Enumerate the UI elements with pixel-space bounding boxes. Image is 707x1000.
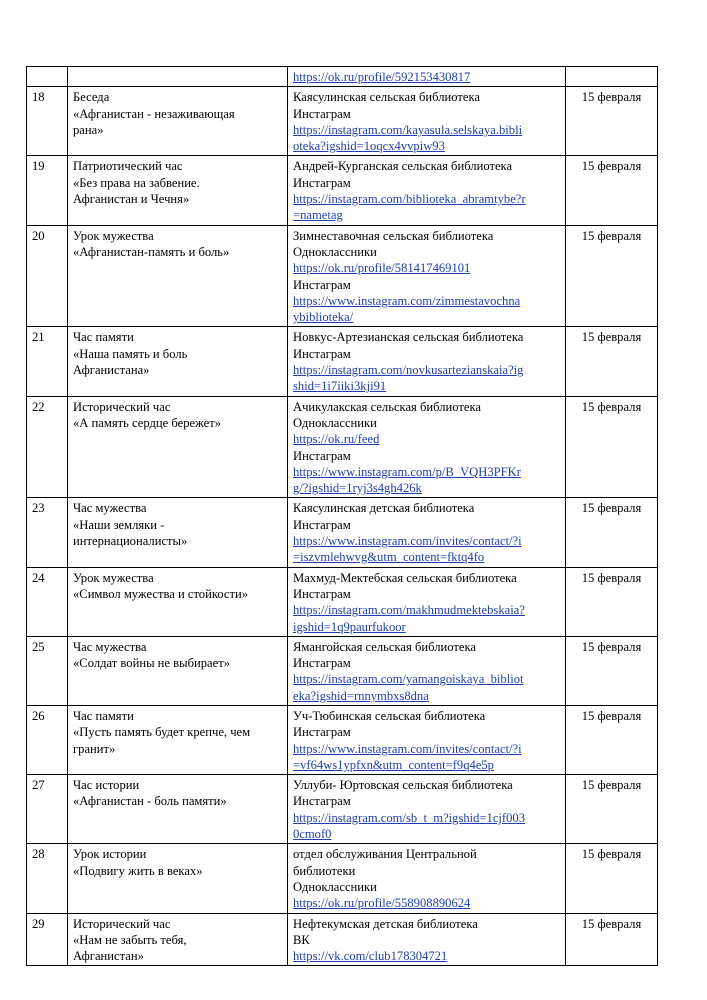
venue-link[interactable]: oteka?igshid=1oqcx4vvpiw93 — [293, 139, 445, 154]
venue-link[interactable]: https://vk.com/club178304721 — [293, 949, 448, 964]
event-date: 15 февраля — [566, 396, 658, 498]
events-table-body — [27, 67, 658, 966]
table-row — [27, 913, 658, 966]
venue-text: Ачикулакская сельская библиотека — [293, 399, 481, 414]
venue-text: Инстаграм — [293, 586, 351, 601]
event-date: 15 февраля — [566, 844, 658, 913]
venue-text: Инстаграм — [293, 517, 351, 532]
event-title-line: Урок мужества — [73, 570, 154, 585]
table-row — [27, 775, 658, 844]
venue-cell — [288, 67, 566, 87]
venue-cell — [288, 913, 566, 966]
venue-link[interactable]: https://www.instagram.com/p/B_VQH3PFKr — [293, 464, 521, 479]
venue-text: Инстаграм — [293, 448, 351, 463]
event-title-line: гранит» — [73, 741, 116, 756]
venue-text: библиотеки — [293, 863, 356, 878]
venue-link[interactable]: https://instagram.com/kayasula.selskaya.bibli — [293, 122, 523, 137]
venue-text: Зимнеставочная сельская библиотека — [293, 228, 494, 243]
row-number: 19 — [27, 156, 68, 225]
venue-link[interactable]: =nametag — [293, 208, 343, 223]
venue-text: Инстаграм — [293, 794, 351, 809]
venue-link[interactable]: g/?igshid=1ryj3s4gh426k — [293, 481, 422, 496]
venue-link[interactable]: eka?igshid=rnnymbxs8dna — [293, 688, 429, 703]
venue-text: Каясулинская детская библиотека — [293, 501, 475, 516]
venue-link[interactable]: https://instagram.com/novkusartezianskaia?ig — [293, 363, 524, 378]
venue-link[interactable]: 0cmof0 — [293, 827, 332, 842]
venue-text: Андрей-Курганская сельская библиотека — [293, 159, 513, 174]
event-date: 15 февраля — [566, 567, 658, 636]
event-title-line: «Солдат войны не выбирает» — [73, 656, 230, 671]
row-number: 26 — [27, 705, 68, 774]
table-row — [27, 844, 658, 913]
row-number: 28 — [27, 844, 68, 913]
event-title-line: Час памяти — [73, 708, 134, 723]
venue-cell — [288, 327, 566, 396]
venue-cell — [288, 498, 566, 567]
event-title-line: Патриотический час — [73, 159, 183, 174]
venue-link[interactable]: https://ok.ru/profile/581417469101 — [293, 261, 471, 276]
venue-text: Инстаграм — [293, 277, 351, 292]
event-title-line: «Нам не забыть тебя, — [73, 932, 187, 947]
table-row — [27, 67, 658, 87]
venue-link[interactable]: https://ok.ru/profile/592153430817 — [293, 70, 471, 84]
venue-cell — [288, 844, 566, 913]
event-title-line: «Пусть память будет крепче, чем — [73, 725, 251, 740]
event-title-line: Час мужества — [73, 501, 147, 516]
event-title-line: интернационалисты» — [73, 534, 188, 549]
venue-cell — [288, 636, 566, 705]
event-title-cell — [68, 396, 288, 498]
venue-link[interactable]: https://www.instagram.com/zimmestavochna — [293, 293, 521, 308]
venue-cell — [288, 396, 566, 498]
venue-text: отдел обслуживания Центральной — [293, 847, 477, 862]
row-number: 29 — [27, 913, 68, 966]
event-title-line: «Подвигу жить в веках» — [73, 863, 203, 878]
table-row — [27, 225, 658, 327]
row-number: 23 — [27, 498, 68, 567]
venue-link[interactable]: https://www.instagram.com/invites/contact/?i — [293, 741, 522, 756]
venue-link[interactable]: shid=1i7iiki3kji91 — [293, 379, 387, 394]
row-number — [27, 67, 68, 87]
event-title-line: Урок мужества — [73, 228, 154, 243]
table-row — [27, 567, 658, 636]
venue-text: Ямангойская сельская библиотека — [293, 639, 476, 654]
event-title-line: Час памяти — [73, 330, 134, 345]
event-title-cell — [68, 705, 288, 774]
row-number: 22 — [27, 396, 68, 498]
venue-cell — [288, 567, 566, 636]
event-title-line: Час мужества — [73, 639, 147, 654]
event-date: 15 февраля — [566, 705, 658, 774]
event-title-line: «Наши земляки - — [73, 517, 165, 532]
venue-link[interactable]: https://instagram.com/yamangoiskaya_bibliot — [293, 672, 524, 687]
event-date: 15 февраля — [566, 156, 658, 225]
venue-text: Инстаграм — [293, 346, 351, 361]
venue-text: Уллуби- Юртовская сельская библиотека — [293, 778, 513, 793]
event-date: 15 февраля — [566, 775, 658, 844]
venue-cell — [288, 156, 566, 225]
event-date: 15 февраля — [566, 636, 658, 705]
event-date: 15 февраля — [566, 913, 658, 966]
event-title-line: «Афганистан - незаживающая — [73, 106, 235, 121]
venue-text: Инстаграм — [293, 106, 351, 121]
row-number: 20 — [27, 225, 68, 327]
venue-link[interactable]: https://ok.ru/profile/558908890624 — [293, 896, 471, 911]
row-number: 21 — [27, 327, 68, 396]
event-title-line: Афганистан» — [73, 949, 144, 964]
table-row — [27, 705, 658, 774]
venue-text: Одноклассники — [293, 244, 377, 259]
event-title-line: рана» — [73, 122, 104, 137]
event-title-cell — [68, 225, 288, 327]
table-row — [27, 498, 658, 567]
event-date — [566, 67, 658, 87]
table-row — [27, 87, 658, 156]
event-title-line: «Наша память и боль — [73, 346, 188, 361]
venue-cell — [288, 775, 566, 844]
venue-text: Каясулинская сельская библиотека — [293, 90, 481, 105]
venue-text: Одноклассники — [293, 415, 377, 430]
venue-link[interactable]: =iszvmlehwvg&utm_content=fktq4fo — [293, 550, 485, 565]
event-date: 15 февраля — [566, 498, 658, 567]
event-title-line: Час истории — [73, 778, 140, 793]
venue-text: Инстаграм — [293, 175, 351, 190]
event-title-line: «Афганистан - боль памяти» — [73, 794, 227, 809]
venue-text: Нефтекумская детская библиотека — [293, 916, 478, 931]
venue-text: Инстаграм — [293, 725, 351, 740]
row-number: 25 — [27, 636, 68, 705]
venue-text: ВК — [293, 932, 310, 947]
row-number: 18 — [27, 87, 68, 156]
venue-link[interactable]: https://instagram.com/biblioteka_abramtybe?r — [293, 192, 526, 207]
venue-link[interactable]: https://ok.ru/feed — [293, 432, 380, 447]
event-date: 15 февраля — [566, 327, 658, 396]
event-title-cell — [68, 156, 288, 225]
event-title-cell — [68, 87, 288, 156]
venue-text: Одноклассники — [293, 879, 377, 894]
venue-text: Новкус-Артезианская сельская библиотека — [293, 330, 524, 345]
venue-text: Уч-Тюбинская сельская библиотека — [293, 708, 486, 723]
table-row — [27, 636, 658, 705]
event-title-cell — [68, 327, 288, 396]
venue-cell — [288, 87, 566, 156]
event-title-cell — [68, 67, 288, 87]
event-title-cell — [68, 636, 288, 705]
event-title-line: «А память сердце бережет» — [73, 415, 222, 430]
venue-link[interactable]: https://www.instagram.com/invites/contact/?i — [293, 534, 522, 549]
event-title-line: «Афганистан-память и боль» — [73, 244, 230, 259]
event-title-cell — [68, 498, 288, 567]
table-row — [27, 396, 658, 498]
venue-link[interactable]: https://instagram.com/sb_t_m?igshid=1cjf003 — [293, 810, 526, 825]
venue-text: Инстаграм — [293, 656, 351, 671]
event-title-line: Беседа — [73, 90, 110, 105]
event-title-line: Афганистана» — [73, 363, 150, 378]
event-title-line: Афганистан и Чечня» — [73, 192, 190, 207]
event-title-cell — [68, 844, 288, 913]
event-title-cell — [68, 775, 288, 844]
venue-link[interactable]: ybiblioteka/ — [293, 310, 354, 325]
venue-cell — [288, 705, 566, 774]
event-title-line: Исторический час — [73, 916, 171, 931]
event-title-line: Исторический час — [73, 399, 171, 414]
venue-link[interactable]: =vf64ws1ypfxn&utm_content=f9q4e5p — [293, 757, 494, 772]
table-row — [27, 327, 658, 396]
venue-cell — [288, 225, 566, 327]
events-table — [26, 66, 658, 966]
event-title-line: «Без права на забвение. — [73, 175, 200, 190]
row-number: 24 — [27, 567, 68, 636]
venue-link[interactable]: https://instagram.com/makhmudmektebskaia? — [293, 603, 525, 618]
row-number: 27 — [27, 775, 68, 844]
event-title-cell — [68, 913, 288, 966]
event-title-line: Урок истории — [73, 847, 147, 862]
venue-link[interactable]: igshid=1q9paurfukoor — [293, 619, 406, 634]
event-title-cell — [68, 567, 288, 636]
venue-text: Махмуд-Мектебская сельская библиотека — [293, 570, 517, 585]
event-date: 15 февраля — [566, 225, 658, 327]
event-date: 15 февраля — [566, 87, 658, 156]
event-title-line: «Символ мужества и стойкости» — [73, 586, 249, 601]
table-row — [27, 156, 658, 225]
